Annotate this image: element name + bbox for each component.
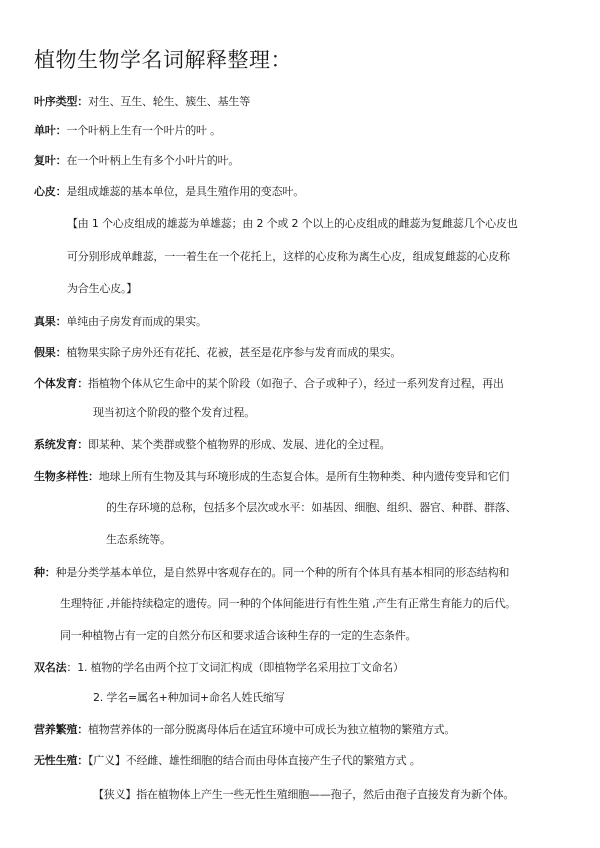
term-label: 叶序类型： bbox=[34, 95, 88, 108]
definition-text: 一个叶柄上生有一个叶片的叶 。 bbox=[66, 124, 221, 137]
definition-text: 对生、互生、轮生、簇生、基生等 bbox=[88, 95, 250, 108]
term-label: 心皮： bbox=[34, 185, 67, 198]
biodiversity-cont-2: 生态系统等。 bbox=[106, 533, 171, 546]
definition-text: 是组成雄蕊的基本单位，是具生殖作用的变态叶。 bbox=[66, 185, 305, 198]
entry-true-fruit bbox=[34, 315, 207, 329]
entry-leaf-arrangement bbox=[34, 95, 250, 109]
binomial-item-2: 2. 学名=属名+种加词+命名人姓氏缩写 bbox=[93, 691, 285, 704]
entry-biodiversity bbox=[34, 470, 509, 484]
definition-text: 即某种、某个类群或整个植物界的形成、发展、进化的全过程。 bbox=[88, 438, 391, 451]
page-title: 植物生物学名词解释整理： bbox=[34, 48, 292, 72]
term-label: 营养繁殖： bbox=[34, 723, 88, 736]
term-label: 无性生殖： bbox=[34, 754, 88, 767]
entry-ontogeny bbox=[34, 377, 504, 391]
entry-vegetative bbox=[34, 723, 455, 737]
definition-text: 植物果实除子房外还有花托、花被，甚至是花序参与发育而成的果实。 bbox=[66, 346, 402, 359]
biodiversity-cont-1: 的生存环境的总称，包括多个层次或水平：如基因、细胞、组织、器官、种群、群落、 bbox=[106, 501, 517, 514]
term-label: 生物多样性： bbox=[34, 470, 99, 483]
term-label: 个体发育： bbox=[34, 377, 88, 390]
entry-species bbox=[34, 566, 509, 580]
term-label: 双名法 bbox=[34, 661, 67, 674]
definition-text: 种是分类学基本单位，是自然界中客观存在的。同一个种的所有个体具有基本相同的形态结构和 bbox=[55, 566, 510, 579]
asexual-narrow: 【狭义】指在植物体上产生一些无性生殖细胞——孢子，然后由孢子直接发育为新个体。 bbox=[93, 788, 515, 801]
entry-asexual bbox=[34, 754, 421, 768]
definition-text: 地球上所有生物及其与环境形成的生态复合体。是所有生物种类、种内遗传变异和它们 bbox=[98, 470, 510, 483]
definition-text: 【广义】不经雌、雄性细胞的结合而由母体直接产生子代的繁殖方式 。 bbox=[88, 754, 421, 767]
carpel-note-line-3: 为合生心皮。】 bbox=[67, 282, 138, 295]
entry-phylogeny bbox=[34, 438, 390, 452]
entry-false-fruit bbox=[34, 346, 401, 360]
definition-text: 在一个叶柄上生有多个小叶片的叶。 bbox=[66, 154, 240, 167]
entry-carpel bbox=[34, 185, 304, 199]
entry-compound-leaf bbox=[34, 154, 239, 168]
definition-text: 指植物个体从它生命中的某个阶段（如孢子、合子或种子），经过一系列发育过程，再出 bbox=[88, 377, 504, 390]
term-label: 种： bbox=[34, 566, 56, 579]
definition-text: 单纯由子房发育而成的果实。 bbox=[66, 315, 207, 328]
term-label: 单叶： bbox=[34, 124, 67, 137]
term-label: 真果： bbox=[34, 315, 67, 328]
definition-text: 植物营养体的一部分脱离母体后在适宜环境中可成长为独立植物的繁殖方式。 bbox=[88, 723, 456, 736]
definition-text: ：1. 植物的学名由两个拉丁文词汇构成（即植物学名采用拉丁文命名） bbox=[66, 661, 404, 674]
species-cont-1: 生理特征 ,并能持续稳定的遗传。同一种的个体间能进行有性生殖 ,产生有正常生育能力的后代。 bbox=[60, 597, 516, 610]
term-label: 复叶： bbox=[34, 154, 67, 167]
carpel-note-line-1: 【由 1 个心皮组成的雄蕊为单雄蕊；由 2 个或 2 个以上的心皮组成的雌蕊为复雌蕊几个心皮也 bbox=[67, 217, 518, 230]
entry-simple-leaf bbox=[34, 124, 221, 138]
entry-binomial bbox=[34, 661, 404, 675]
ontogeny-cont: 现当初这个阶段的整个发育过程。 bbox=[93, 406, 255, 419]
term-label: 系统发育： bbox=[34, 438, 88, 451]
term-label: 假果： bbox=[34, 346, 67, 359]
species-cont-2: 同一种植物占有一定的自然分布区和要求适合该种生存的一定的生态条件。 bbox=[60, 629, 417, 642]
carpel-note-line-2: 可分别形成单雌蕊，一一着生在一个花托上，这样的心皮称为离生心皮，组成复雌蕊的心皮称 bbox=[67, 250, 510, 263]
